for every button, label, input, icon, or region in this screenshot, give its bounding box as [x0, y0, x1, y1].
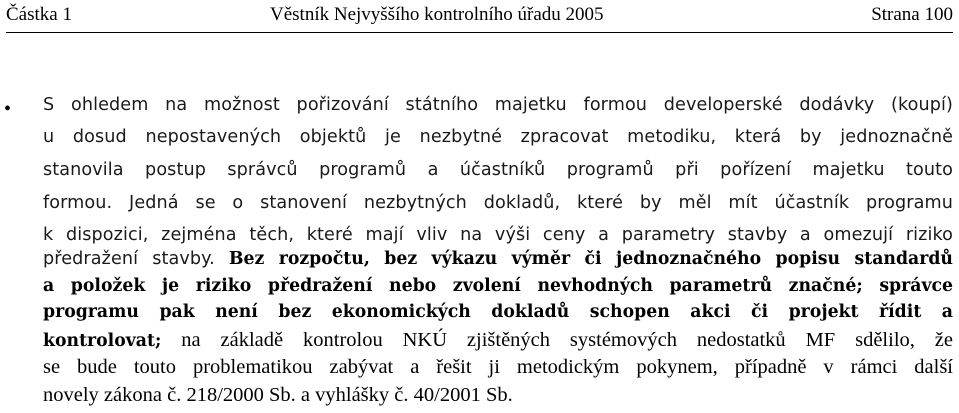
- bullet-point: •: [4, 98, 12, 120]
- paragraph-line: u dosud nepostavených objektů je nezbytné zpracovat metodiku, která by jednoznačně: [43, 127, 953, 147]
- paragraph-line: S ohledem na možnost pořizování státního majetku formou developerské dodávky (koupí): [43, 95, 953, 115]
- header-rule: [6, 32, 953, 33]
- paragraph-line: se bude touto problematikou zabývat a řešit ji metodickým pokynem, případně v rámci další: [43, 356, 953, 378]
- paragraph-line: novely zákona č. 218/2000 Sb. a vyhlášky č. 40/2001 Sb.: [43, 384, 513, 406]
- paragraph-line: stanovila postup správců programů a účastníků programů při pořízení majetku touto: [43, 160, 953, 180]
- paragraph-line: [43, 325, 953, 355]
- bold-text: kontrolovat;: [43, 331, 162, 351]
- line-text: na základě kontrolou NKÚ zjištěných systémových nedostatků MF sdělilo, že: [161, 329, 953, 351]
- paragraph-line: k dispozici, zejména těch, které mají vliv na výši ceny a parametry stavby a omezují riziko: [43, 225, 953, 245]
- header-publication-title: Věstník Nejvyššího kontrolního úřadu 2005: [270, 4, 604, 25]
- paragraph-line-bold: a položek je riziko předražení nebo zvolení nevhodných parametrů značné; správce: [43, 276, 953, 296]
- header-issue-number: Částka 1: [6, 4, 72, 25]
- line-text: předražení stavby.: [43, 249, 229, 269]
- page-header: [0, 0, 959, 32]
- paragraph-line: [43, 244, 953, 274]
- paragraph-line: formou. Jedná se o stanovení nezbytných dokladů, které by měl mít účastník programu: [43, 193, 953, 213]
- header-page-number: Strana 100: [871, 4, 953, 25]
- bold-text: Bez rozpočtu, bez výkazu výměr či jednoznačného popisu standardů: [228, 249, 953, 269]
- paragraph-line-bold: programu pak není bez ekonomických dokladů schopen akci či projekt řídit a: [43, 302, 953, 322]
